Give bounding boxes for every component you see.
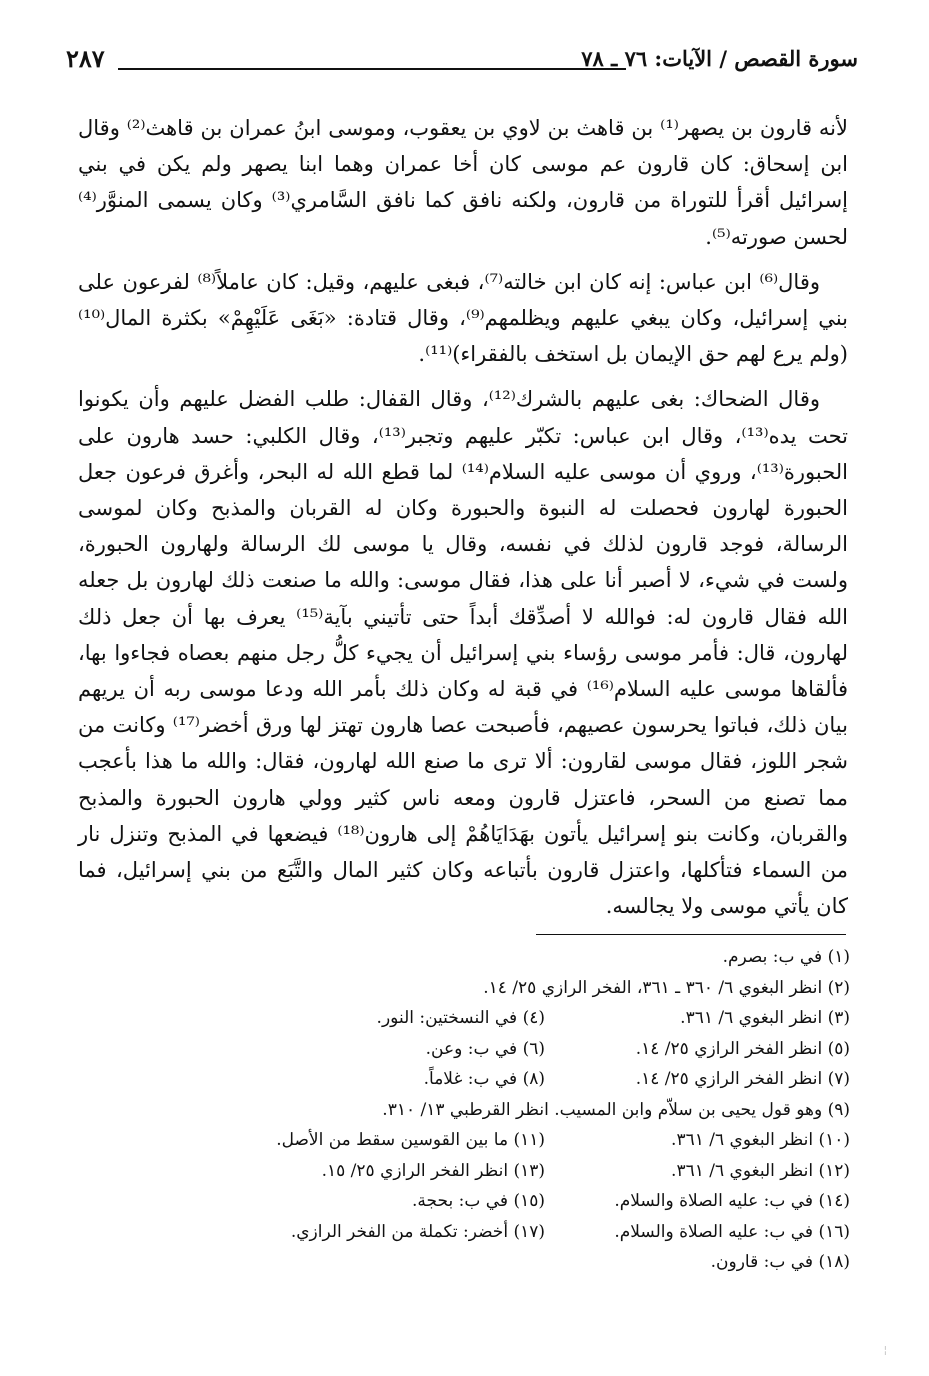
footnote: (١٣) انظر الفخر الرازي ٢٥/ ١٥. [321,1160,545,1181]
footnote: (١٨) في ب: قارون. [710,1252,850,1272]
footnote-row [240,1095,850,1126]
footnote: (٦) في ب: وعن. [425,1038,545,1059]
footnote: (١٢) انظر البغوي ٦/ ٣٦١. [671,1160,850,1181]
main-text [78,110,848,933]
footnote-row [240,1247,850,1278]
footnote-separator [536,934,846,935]
footnote: (٢) انظر البغوي ٦/ ٣٦٠ ـ ٣٦١، الفخر الرازي ٢٥/ ١٤. [483,977,850,998]
footnote: (٧) انظر الفخر الرازي ٢٥/ ١٤. [635,1069,850,1089]
footnote-row [240,1003,850,1034]
paragraph-1: لأنه قارون بن يصهر⁽¹⁾ بن قاهث بن لاوي بن يعقوب، وموسى ابنُ عمران بن قاهث⁽²⁾ وقال ابن إسحاق: كان قارون عم موسى كان أخا عمران وهما ابنا يصهر ولم يكن في بني إسرائيل أقرأ للتوراة من قارون، ولكنه نافق كما نافق السَّامري⁽³⁾ وكان يسمى المنوَّر⁽⁴⁾ لحسن صورته⁽⁵⁾. [78,116,848,249]
footnote-row [240,1034,850,1065]
footnote: (١٠) انظر البغوي ٦/ ٣٦١. [671,1130,850,1150]
footnote-row [240,1064,850,1095]
header-rule [118,68,626,70]
footnote: (١٥) في ب: بحجة. [412,1191,545,1211]
footnote: (٣) انظر البغوي ٦/ ٣٦١. [680,1008,850,1028]
footnote: (١١) ما بين القوسين سقط من الأصل. [276,1130,545,1150]
footnote: (٥) انظر الفخر الرازي ٢٥/ ١٤. [635,1038,850,1059]
footnote-row [240,1186,850,1217]
footnotes [240,942,850,1278]
footnote-row [240,1156,850,1187]
page-header [58,44,858,84]
paragraph-2: وقال⁽⁶⁾ ابن عباس: إنه كان ابن خالته⁽⁷⁾، فبغى عليهم، وقيل: كان عاملاً⁽⁸⁾ لفرعون على بني إسرائيل، وكان يبغي عليهم ويظلمهم⁽⁹⁾، وقال قتادة: «بَغَى عَلَيْهِمْ» بكثرة المال⁽¹⁰⁾ (ولم يرع لهم حق الإيمان بل استخف بالفقراء)⁽¹¹⁾. [78,269,848,367]
paragraph-3: وقال الضحاك: بغى عليهم بالشرك⁽¹²⁾، وقال القفال: طلب الفضل عليهم وأن يكونوا تحت يده⁽¹³⁾، وقال ابن عباس: تكبّر عليهم وتجبر⁽¹³⁾، وقال الكلبي: حسد هارون على الحبورة⁽¹³⁾، وروي أن موسى عليه السلام⁽¹⁴⁾ لما قطع الله له البحر، وأغرق فرعون جعل الحبورة لهارون فحصلت له النبوة والحبورة وكان له القربان والمذبح وكان لموسى الرسالة، فوجد قارون لذلك في نفسه، وقال يا موسى لك الرسالة ولهارون الحبورة، ولست في شيء، لا أصبر أنا على هذا، فقال موسى: والله ما صنعت ذلك لهارون بل جعله الله فقال قارون له: فوالله لا أصدِّقك أبداً حتى تأتيني بآية⁽¹⁵⁾ يعرف بها أن جعل ذلك لهارون، قال: فأمر موسى رؤساء بني إسرائيل أن يجيء كلُّ رجل منهم بعصاه فجاءوا بها، فألقاها موسى عليه السلام⁽¹⁶⁾ في قبة له وكان ذلك بأمر الله ودعا موسى ربه أن يريهم بيان ذلك، فباتوا يحرسون عصيهم، فأصبحت عصا هارون تهتز لها ورق أخضر⁽¹⁷⁾ وكانت من شجر اللوز، فقال موسى لقارون: ألا ترى ما صنع الله لهارون، فقال: والله ما هذا بأعجب مما تصنع من السحر، فاعتزل قارون ومعه ناس كثير وولي هارون الحبورة والمذبح والقربان، وكانت بنو إسرائيل يأتون بهَدَايَاهُمْ إلى هارون⁽¹⁸⁾ فيضعها في المذبح وتنزل نار من السماء فتأكلها، واعتزل قارون بأتباعه وكان كثير المال والتَّبَع من بني إسرائيل، فما كان يأتي موسى ولا يجالسه. [78,387,848,919]
footnote: (٩) وهو قول يحيى بن سلاّم وابن المسيب. انظر القرطبي ١٣/ ٣١٠. [382,1099,850,1120]
footnote: (١) في ب: بصرم. [722,947,850,967]
footnote: (٨) في ب: غلاماً. [423,1069,545,1089]
footnote: (١٤) في ب: عليه الصلاة والسلام. [614,1191,850,1211]
footnote: (٤) في النسختين: النور. [376,1008,545,1028]
footnote-row [240,1217,850,1248]
footnote: (١٧) أخضر: تكملة من الفخر الرازي. [290,1221,545,1242]
footnote: (١٦) في ب: عليه الصلاة والسلام. [614,1221,850,1242]
footnote-row [240,1125,850,1156]
footnote-row [240,973,850,1004]
footnote-row [240,942,850,973]
margin-mark: ¦ [883,1345,887,1356]
running-title: سورة القصص / الآيات: ٧٦ ـ ٧٨ [581,46,858,71]
page-number: ٢٨٧ [66,44,105,73]
